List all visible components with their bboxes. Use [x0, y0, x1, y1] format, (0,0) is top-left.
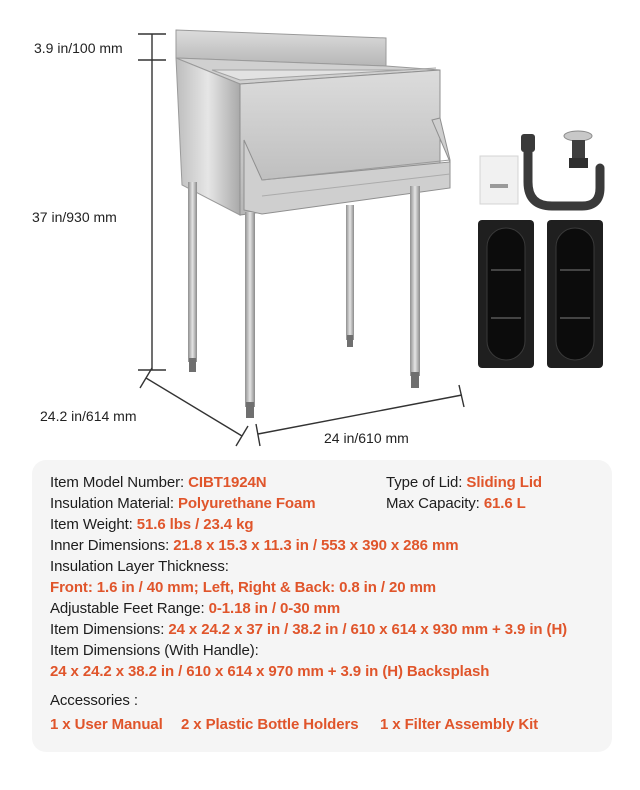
accessories-heading: Accessories :: [50, 692, 138, 709]
model-number-value: CIBT1924N: [188, 474, 267, 491]
lid-type-value: Sliding Lid: [466, 474, 542, 491]
lid-type-row: Type of Lid: Sliding Lid: [386, 474, 542, 491]
bottle-holder-icon: [478, 220, 534, 368]
insulation-material-value: Polyurethane Foam: [177, 495, 316, 512]
insulation-thickness-value: Front: 1.6 in / 40 mm; Left, Right & Back: 0.8 in / 20 mm: [50, 579, 437, 596]
insulation-material-row: Insulation Material: Polyurethane Foam: [50, 495, 316, 512]
filter-assembly-kit-icon: [528, 150, 600, 206]
front-leg-right: [410, 186, 420, 376]
accessory-bottle-holders: 2 x Plastic Bottle Holders: [181, 716, 359, 733]
model-number-row: Item Model Number: CIBT1924N: [50, 474, 267, 491]
feet-range-row: Adjustable Feet Range: 0-1.18 in / 0-30 mm: [50, 600, 341, 617]
handle-dimensions-value: 24 x 24.2 x 38.2 in / 610 x 614 x 970 mm + 3.9 in (H) Backsplash: [50, 663, 490, 680]
bottle-holder-icon: [547, 220, 603, 368]
depth-label: 24.2 in/614 mm: [40, 408, 137, 424]
inner-dimensions-value: 21.8 x 15.3 x 11.3 in / 553 x 390 x 286 mm: [173, 537, 459, 554]
item-dimensions-value: 24 x 24.2 x 37 in / 38.2 in / 610 x 614 x 930 mm + 3.9 in (H): [168, 621, 568, 638]
feet-range-value: 0-1.18 in / 0-30 mm: [208, 600, 341, 617]
max-capacity-row: Max Capacity: 61.6 L: [386, 495, 526, 512]
item-weight-row: Item Weight: 51.6 lbs / 23.4 kg: [50, 516, 254, 533]
item-dimensions-row: Item Dimensions: 24 x 24.2 x 37 in / 38.2 in / 610 x 614 x 930 mm + 3.9 in (H): [50, 621, 568, 638]
height-label: 37 in/930 mm: [32, 209, 117, 225]
accessory-filter-kit: 1 x Filter Assembly Kit: [380, 716, 539, 733]
backsplash-height-label: 3.9 in/100 mm: [34, 40, 123, 56]
user-manual-icon: [480, 156, 518, 204]
item-weight-value: 51.6 lbs / 23.4 kg: [136, 516, 254, 533]
max-capacity-value: 61.6 L: [483, 495, 526, 512]
handle-dimensions-label: Item Dimensions (With Handle):: [50, 642, 259, 659]
inner-dimensions-row: Inner Dimensions: 21.8 x 15.3 x 11.3 in / 553 x 390 x 286 mm: [50, 537, 459, 554]
front-leg-left: [188, 182, 197, 362]
back-leg-right: [346, 205, 354, 340]
specs-panel: [32, 460, 612, 752]
front-leg-middle: [245, 212, 255, 407]
accessory-user-manual: 1 x User Manual: [50, 716, 163, 733]
insulation-thickness-label: Insulation Layer Thickness:: [50, 558, 229, 575]
width-label: 24 in/610 mm: [324, 430, 409, 446]
